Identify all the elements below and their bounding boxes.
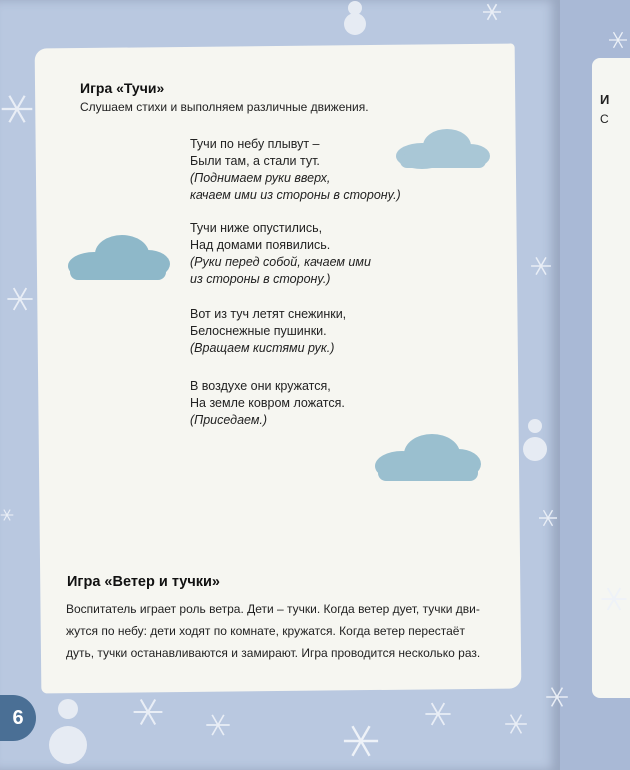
poem-stanza	[190, 220, 371, 288]
poem-line: Тучи по небу плывут –	[190, 137, 320, 151]
poem-line: Были там, а стали тут.	[190, 154, 320, 168]
game-intro: Слушаем стихи и выполняем различные движения.	[80, 100, 369, 114]
page-number: 6	[0, 695, 36, 741]
description-line: дуть, тучки останавливаются и замирают. Игра проводится несколько раз.	[66, 646, 481, 660]
poem-line: На земле ковром ложатся.	[190, 396, 345, 410]
poem-stanza	[190, 378, 345, 429]
poem-instruction: из стороны в сторону.)	[190, 272, 331, 286]
description-line: жутся по небу: дети ходят по комнате, кружатся. Когда ветер перестаёт	[66, 624, 465, 638]
poem-stanza	[190, 306, 346, 357]
poem-line: В воздухе они кружатся,	[190, 379, 331, 393]
description-line: Воспитатель играет роль ветра. Дети – тучки. Когда ветер дует, тучки дви-	[66, 602, 480, 616]
game-description	[66, 598, 516, 664]
poem-instruction: (Руки перед собой, качаем ими	[190, 255, 371, 269]
poem-line: Тучи ниже опустились,	[190, 221, 323, 235]
poem-line: Белоснежные пушинки.	[190, 324, 327, 338]
next-page-letter: И	[600, 92, 610, 107]
game-title: Игра «Ветер и тучки»	[67, 574, 220, 590]
poem-instruction: качаем ими из стороны в сторону.)	[190, 188, 401, 202]
poem-line: Вот из туч летят снежинки,	[190, 307, 347, 321]
poem-instruction: (Вращаем кистями рук.)	[190, 341, 335, 355]
poem-instruction: (Приседаем.)	[190, 413, 268, 427]
poem-instruction: (Поднимаем руки вверх,	[190, 171, 331, 185]
next-page-letter: С	[600, 112, 609, 126]
poem-stanza	[190, 136, 401, 204]
game-title: Игра «Тучи»	[80, 80, 165, 96]
poem-line: Над домами появились.	[190, 238, 331, 252]
